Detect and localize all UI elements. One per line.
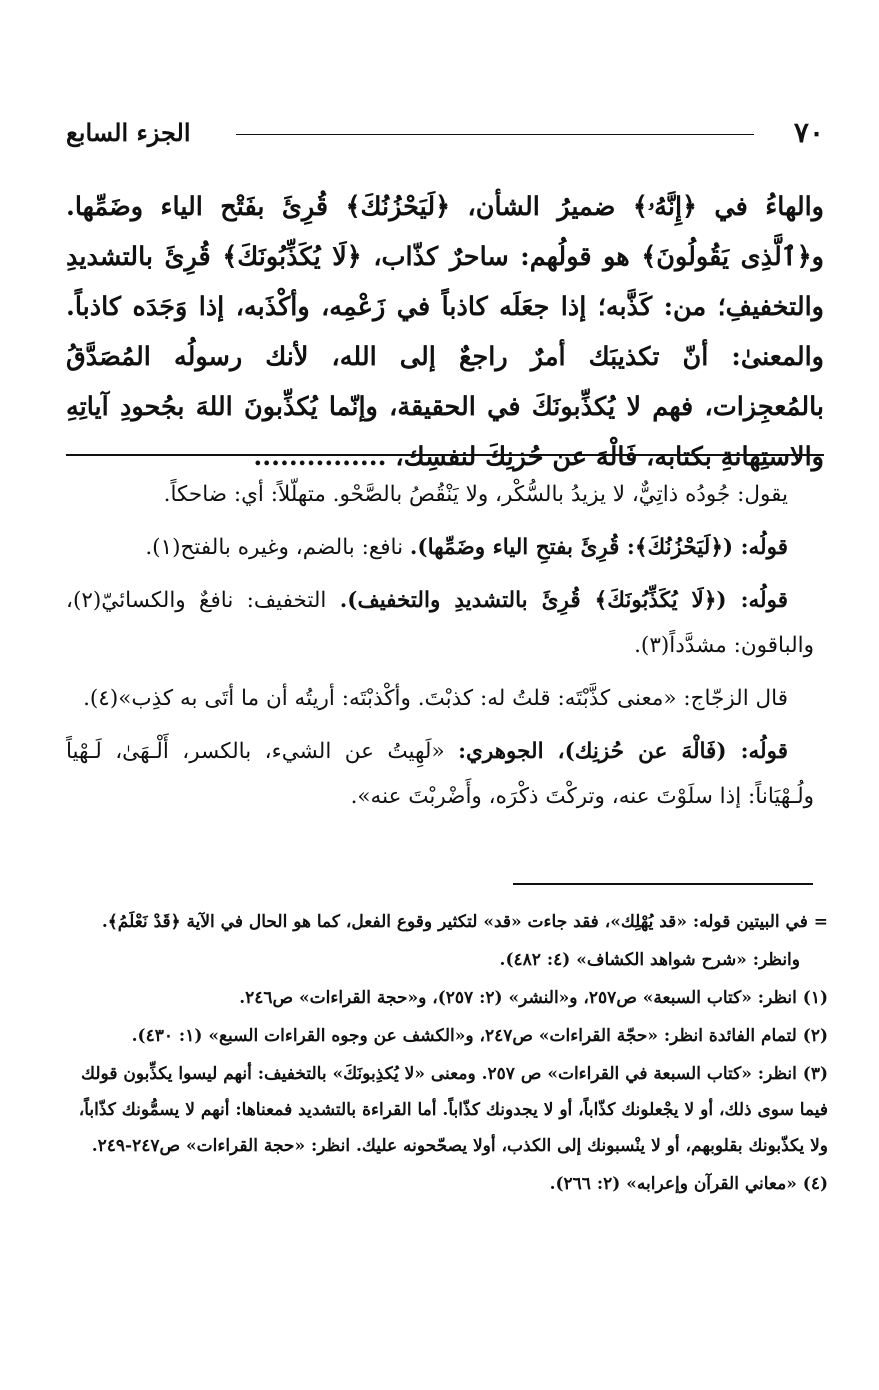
gloss-paragraph-2 (66, 525, 814, 570)
main-text (66, 182, 824, 482)
footnote-4: (٤) «معاني القرآن وإعرابه» (٢: ٢٦٦). (549, 1174, 828, 1194)
main-paragraph: والهاءُ في ﴿إِنَّهُۥ﴾ ضميرُ الشأن، ﴿لَيَحْزُنُكَ﴾ قُرِئَ بفَتْح الياء وضَمِّها. و﴿ٱلَّذِى يَقُولُونَ﴾ هو قولُهم: ساحرٌ كذّاب، ﴿لَا يُكَذِّبُونَكَ﴾ قُرِئَ بالتشديدِ والتخفيفِ؛ من: كَذَّبه؛ إذا جعَلَه كاذباً في زَعْمِه، وأكْذَبه، إذا وَجَدَه كاذباً. والمعنىٰ: أنّ تكذيبَك أمرٌ راجعٌ إلى الله، لأنك رسولُه المُصَدَّقُ بالمُعجِزات، فهم لا يُكذِّبونَكَ في الحقيقة، وإنّما يُكذِّبونَ اللهَ بجُحودِ آياتِهِ والاستِهانةِ بكتابه، فَالْهَ عن حُزنِكَ لنفسِك، ............... (66, 192, 824, 472)
footnote-rule (513, 883, 813, 885)
gloss-lemma-3: قولُه: (﴿لَا يُكَذِّبُونَكَ﴾ قُرِئَ بالتشديدِ والتخفيف). (339, 588, 788, 613)
header-rule (236, 134, 754, 135)
gloss-text-5: «لَهِيتُ عن الشيء، بالكسر، أَلْـهَىٰ، لَـهْياً ولُـهْيَاناً: إذا سلَوْتَ عنه، وتركْتَ ذكْرَه، وأَضْربْتَ عنه». (66, 739, 814, 809)
gloss-paragraph-5 (66, 729, 814, 819)
footnotes (66, 904, 828, 1204)
gloss-lemma-5: قولُه: (فَالْهَ عن حُزنِك)، الجوهري: (458, 739, 788, 764)
footnote-1: (١) انظر: «كتاب السبعة» ص٢٥٧، و«النشر» (٢: ٢٥٧)، و«حجة القراءات» ص٢٤٦. (239, 988, 828, 1008)
running-head: الجزء السابع (66, 118, 191, 147)
gloss-text-3: التخفيف: نافعٌ والكسائيّ(٢)، والباقون: مشدَّداً(٣). (66, 588, 814, 658)
gloss-paragraph-3 (66, 578, 814, 668)
gloss-paragraph-4: قال الزجّاج: «معنى كذَّبْتَه: قلتُ له: كذبْتَ. وأكْذبْتَه: أريتُه أن ما أتَى به كذِب»(٤). (83, 686, 788, 711)
footnote-continuation-2: وانظر: «شرح شواهد الكشاف» (٤: ٤٨٢). (499, 950, 800, 970)
page-number: ٧٠ (793, 116, 824, 149)
gloss-text-2: نافع: بالضم، وغيره بالفتح(١). (145, 535, 404, 560)
gloss-paragraph-1: يقول: جُودُه ذاتِيٌّ، لا يزيدُ بالسُّكْر، ولا يَنْقُصُ بالصَّحْو. متهلّلاً: أي: ضاحكاً. (163, 482, 788, 507)
footnote-continuation: = في البيتين قوله: «قد يُهْلِك»، فقد جاءت «قد» لتكثير وقوع الفعل، كما هو الحال في الآية ﴿قَدْ نَعْلَمُ﴾. (101, 912, 828, 932)
gloss-section (66, 472, 814, 827)
gloss-lemma-2: قولُه: (﴿لَيَحْزُنُكَ﴾: قُرِئَ بفتحِ الياء وضَمِّها). (409, 535, 788, 560)
footnote-2: (٢) لتمام الفائدة انظر: «حجّة القراءات» ص٢٤٧، و«الكشف عن وجوه القراءات السبع» (١: ٤٣٠). (131, 1026, 828, 1046)
footnote-3: (٣) انظر: «كتاب السبعة في القراءات» ص ٢٥٧. ومعنى «لا يُكذِبونَكَ» بالتخفيف: أنهم ليسوا يكذِّبون قولك فيما سوى ذلك، أو لا يجْعلونك كذّاباً، أو لا يجدونك كذّاباً. أما القراءة بالتشديد فمعناها: أنهم لا يسمُّونك كذّاباً، ولا يكذّبونك بقلوبهم، أو لا ينْسبونك إلى الكذب، أولا يصحّحونه عليك. انظر: «حجة القراءات» ص٢٤٧-٢٤٩. (78, 1064, 828, 1156)
section-divider (66, 454, 824, 456)
page-header (66, 116, 824, 150)
